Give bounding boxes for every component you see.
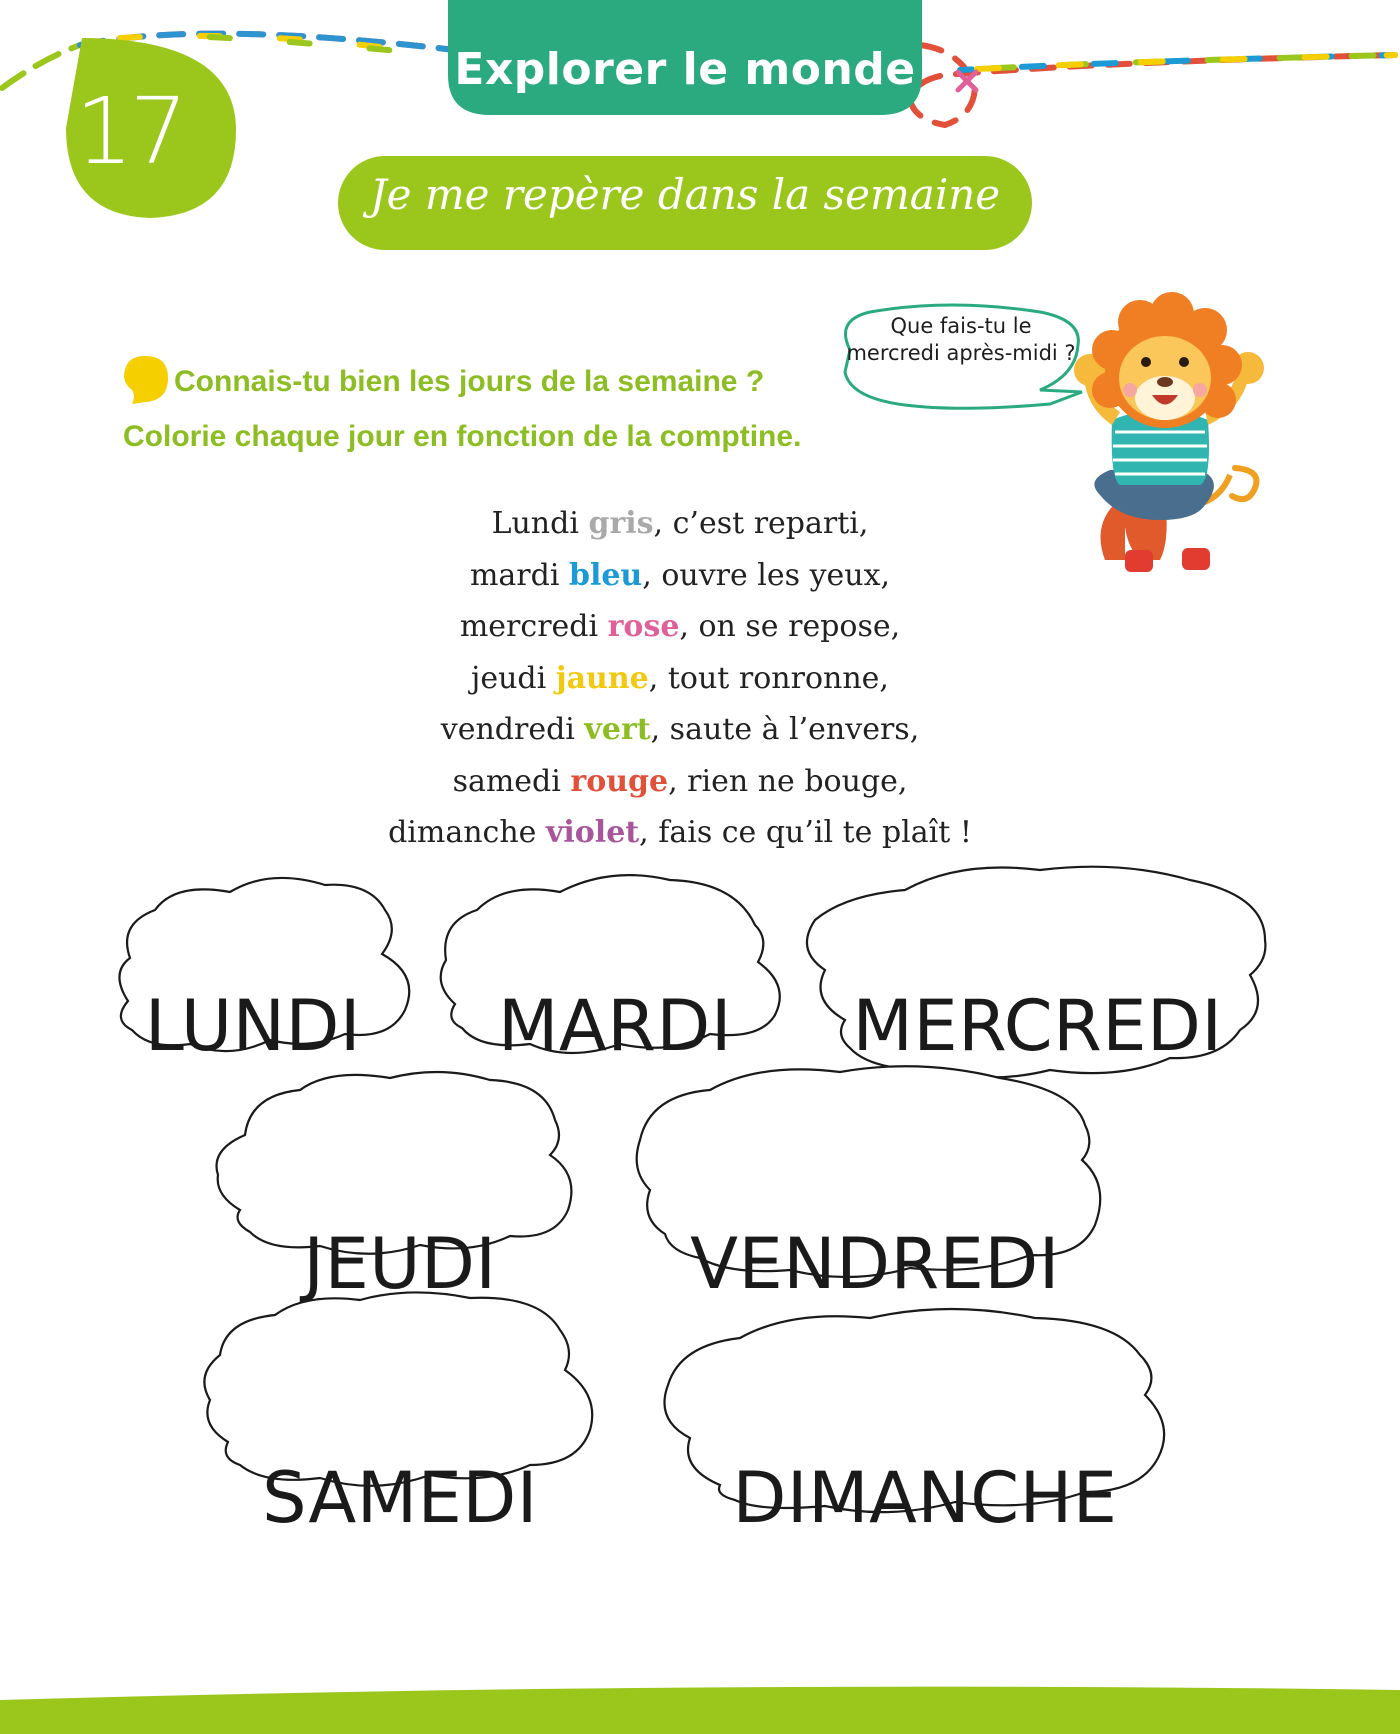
speech-bubble-text: Que fais-tu le mercredi après-midi ? [846, 314, 1076, 365]
day-label-samedi: SAMEDI [262, 1457, 538, 1539]
day-clouds [119, 867, 1265, 1512]
poem-text: , tout ronronne, [648, 660, 889, 696]
poem-color-word: violet [545, 815, 640, 850]
poem-text: , ouvre les yeux, [642, 557, 891, 593]
day-label-mardi: MARDI [498, 985, 732, 1067]
poem-color-word: bleu [568, 557, 643, 593]
poem-color-word: jaune [555, 660, 649, 696]
poem-color-word: rouge [570, 763, 669, 799]
yellow-speech-dot-icon [124, 356, 168, 404]
poem-color-word: vert [584, 712, 651, 747]
poem-text: mercredi [459, 609, 608, 644]
nursery-rhyme [250, 498, 1110, 859]
day-label-dimanche: DIMANCHE [732, 1457, 1118, 1539]
poem-text: , saute à l’envers, [650, 712, 920, 747]
poem-line [250, 550, 1110, 602]
instruction-question: Connais-tu bien les jours de la semaine ? [174, 365, 765, 398]
poem-line [250, 498, 1110, 550]
poem-text: samedi [452, 763, 571, 799]
poem-line [250, 807, 1110, 859]
poem-text: mardi [469, 557, 569, 593]
page-number: 17 [75, 78, 185, 185]
poem-text: , fais ce qu’il te plaît ! [639, 815, 972, 850]
poem-line [250, 704, 1110, 756]
page-title: Je me repère dans la semaine [369, 170, 1001, 219]
section-label: Explorer le monde [454, 44, 916, 95]
poem-text: Lundi [491, 506, 589, 541]
poem-line [250, 601, 1110, 653]
poem-color-word: gris [588, 506, 654, 541]
poem-text: vendredi [440, 712, 585, 747]
poem-text: jeudi [471, 660, 556, 696]
bottom-green-band [0, 1687, 1400, 1734]
poem-line [250, 653, 1110, 705]
poem-color-word: rose [607, 609, 680, 644]
instruction-task: Colorie chaque jour en fonction de la comptine. [123, 420, 802, 453]
poem-line [250, 756, 1110, 808]
day-label-vendredi: VENDREDI [690, 1223, 1060, 1305]
day-label-mercredi: MERCREDI [852, 985, 1223, 1067]
poem-text: , on se repose, [679, 609, 901, 644]
poem-text: , c’est reparti, [653, 506, 869, 541]
poem-text: , rien ne bouge, [668, 763, 908, 799]
day-label-jeudi: JEUDI [303, 1223, 497, 1305]
day-label-lundi: LUNDI [144, 985, 362, 1067]
poem-text: dimanche [388, 815, 546, 850]
